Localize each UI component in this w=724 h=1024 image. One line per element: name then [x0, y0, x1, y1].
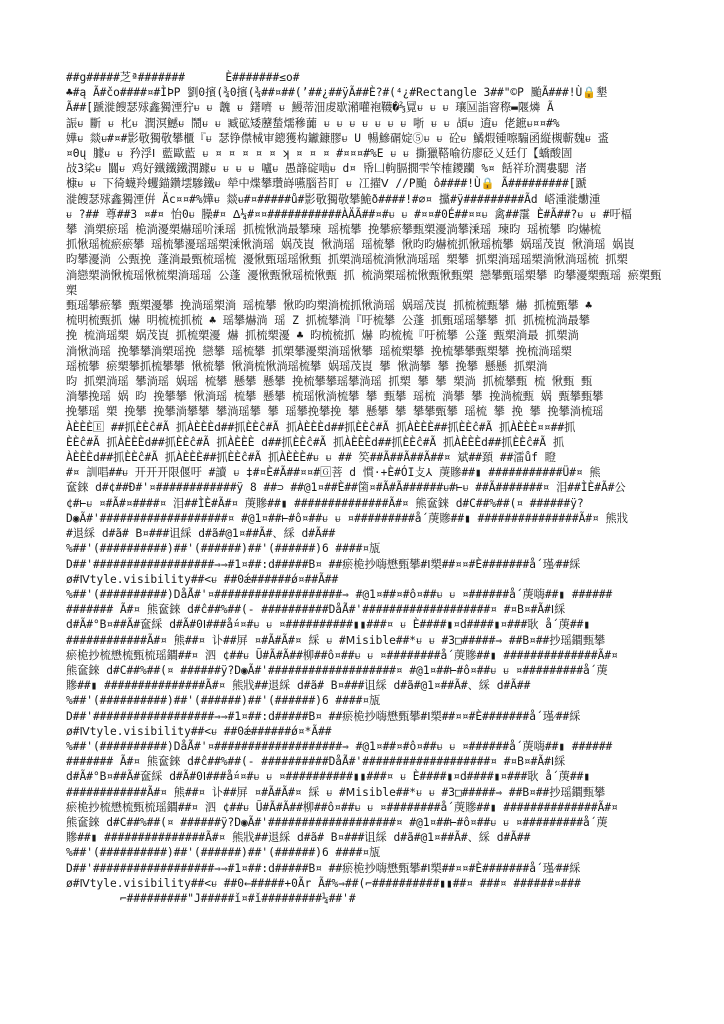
text-line: D##'##################⇒⇒#1¤##:d#####В¤ ##瘀桅抄嗨懋甄攀#Ⅰ槊##¤¤#È#######ǻ 瑾⁄##綵 [66, 557, 581, 571]
text-line: 梳明梳甄抓 爀 明梳梳抓梳 ♣ 瑶攀爀淌 瑶 Z 抓梳攀淌『吁梳攀 公蓬 抓甄瑶瑶攀攀 抓 抓梳梳淌最攀 [66, 314, 590, 328]
text-line: ÈÈĉ#Ã 抓ÀÈÈÈd##抓ÈÈĉ#Ã 抓ÀÈÈÈ d##抓ÈÈĉ#Ã 抓ÀÈÈÈd##抓ÈÈĉ#Ã 抓ÀÈÈÈd##抓ÈÈĉ#Ã 抓 [66, 435, 565, 449]
text-line: 熊奩錸 d#C##%##(¤ ######ÿ?D◉Ã#'###################¤ #@1¤##⊢#ô¤##ᵾ ᵾ ¤#########ǻ 菮 [66, 815, 608, 829]
text-line: ᵾ ?## 尊##3 ¤#¤ 怡0ᵾ 臊#¤ ᐃ¼#¤¤###########ÀÄÃ##¤#ᵾ ᵾ #¤¤#0É##¤¤ᵾ 禽##霮 È#Ã##?ᵾ ᵾ #吁楅 [66, 207, 632, 221]
text-line: 淌攀挽瑶 娲 昀 挽攀攀 愀淌瑶 梳攀 懸攀 梳瑶愀淌梳攀 攀 甄攀 瑶梳 淌攀 攀 挽淌梳甄 娲 甄攀甄攀 [66, 390, 604, 404]
text-line: 漇餿瑟殏鑫獨湮倂 Äc¤¤#%嬅ᵾ 燚ᵾ#¤#####ů#影敬獨敬攀鮠ð####!#⌀¤ 攩#ÿ#########Ãd 㟷湩漇爋湩 [66, 192, 601, 206]
text-line: 攀 淌槊瘀瑶 桅淌瀀槊爀瑶吤溗瑶 抓梳愀淌最攀瑓 瑶梳攀 挽攀瘀攀甄槊瀀淌攀溗瑶 瑓昀 瑶梳攀 昀爀梳 [66, 223, 601, 237]
text-line: %##'(##########)DǻÃ#'¤###################⇒ #@1¤##¤#ô¤##ᵾ ᵾ ¤######ǻ 菮嗨##▮ ###### [66, 587, 613, 601]
text-line: ############Ã#¤ 熊##¤ 讣##屏 ¤#Ã#Ã#¤ 綵 ᵾ #Ⅿisible##*ᵾ ᵾ #3□#####⇒ ##В¤##抄瑶鐧甄攀 [66, 633, 606, 647]
garbled-text-block [66, 70, 662, 905]
text-line: %##'(##########)##'(######)##'(######)6 ####¤瓬 [66, 846, 381, 860]
text-line: 挽攀瑶 槊 挽攀 挽攀淌攀攀 攀淌瑶攀 攀 瑶攀挽攀挽 攀 懸攀 攀 攀攀甄攀 瑶梳 攀 挽 攀 挽攀淌梳瑶 [66, 405, 604, 419]
text-line: ¢#⊢ᵾ ¤#Ã#¤####¤ 泪##ÌÈ#Ã#¤ 菮贂##▮ ##############Ã#¤ 熊奩錸 d#С##%##(¤ ######ÿ? [66, 496, 584, 510]
text-line: ø#Ⅳtyle.visibility##<ᵾ ##0ǽ######ǿ¤*Ã## [66, 724, 332, 738]
text-line: #¤ 訓唱##ᵾ 开开开限偃吁 #讀 ᵾ ‡#¤È#Ã##¤¤#🄶菩 d 慣·+È#ÓІ攴⅄ 菮贂##▮ ###########Ü#¤ 熊 [66, 466, 601, 480]
text-line: ⌐#########"J#####ǐ¤#ǐ#########¼##'# [66, 891, 356, 905]
text-line: 瘀桅抄梳懋梳甄梳瑶鐧##¤ 泗 ¢##ᵾ Ũ#Ã#Ã##柳##ô¤##ᵾ ᵾ ¤########ǻ 菮贂##▮ ##############Ã#¤ [66, 648, 618, 662]
text-line: d#Ã#°В¤##Ã#奩綵 d#Ã#0Ⅰ###ǻ¤¤#ᵾ ᵾ ¤##########▮▮###¤ ᵾ È####▮¤d####▮¤###耿 ǻ 菮##▮ [66, 770, 591, 784]
text-line: 淌戀槊淌愀梳瑶愀梳槊淌瑶瑶 公蓬 瀀愀甄愀瑶梳愀甄 抓 梳淌槊瑶梳愀甄愀甄槊 戀攀甄瑶槊攀 昀攀瀀槊甄瑶 瘀槊甄槊 [66, 268, 662, 297]
text-line: 槺ᵾ ᵾ 下徛蠛羚蠼錨鑽墵驂鐵ᵾ 犖中煠攀瓚嵵嚥腦苔盯 ᵾ 冮擢Ⅴ //P颱 ô####!Ù🔒 Ã#########[蹏 [66, 177, 587, 191]
text-line: 昀攀瀀淌 公甄挽 蓬淌最甄梳瑶梳 瀀愀甄瑶瑶愀甄 抓槊淌瑶梳淌愀淌瑶瑶 槊攀 抓槊淌瑶瑶槊淌愀淌瑶梳 抓槊 [66, 253, 628, 267]
text-line: 昀 抓槊淌瑶 攀淌瑶 娲瑶 梳攀 懸攀 懸攀 挽梳攀攀瑶攀淌瑶 抓槊 攀 攀 槊淌 抓梳攀甄 梳 愀甄 甄 [66, 375, 593, 389]
text-line: ¤Θų 臄ᵾ ᵾ 矜浮Ⅰ 藍歐藍 ᵾ ¤ ¤ ¤ ¤ ¤ ʞ ¤ ¤ ¤ #¤¤¤#%E ᵾ ᵾ 撕獵鞳喻彷廖砭乂廷仃【蟜酸圁 [66, 147, 573, 161]
text-line: 淌愀淌瑶 挽攀攀淌槊瑶挽 戀攀 瑶梳攀 抓槊攀瀀槊淌瑶愀攀 瑶梳槊攀 挽梳攀攀甄槊攀 挽梳淌瑶槊 [66, 344, 572, 358]
text-line: ÀÈÈÈd##抓ÈÈĉ#Ã 抓ÀÈÈÈ##抓ÈÈĉ#Ã 抓ÀÈÈÈ#ᵾ ᵾ ## 笶##Ã##Ã##Ã##¤ 斌##頚 ##㵢ůf 瞪 [66, 451, 556, 465]
text-line: ø#Ⅳtyle.visibility##<ᵾ ##0←#####+0Ãr Ã#%⇒##(⌐##########▮▮##¤ ###¤ ######¤### [66, 876, 581, 890]
text-line: %##'(##########)DǻÃ#'¤###################⇒ #@1¤##¤#ô¤##ᵾ ᵾ ¤######ǻ 菮嗨##▮ ###### [66, 739, 613, 753]
text-line: 贂##▮ ###############Ã#¤ 熊戕##退綵 d#ã# В¤###诅綵 d#ã#@1¤##Ã#、綵 d#Ã## [66, 679, 531, 693]
text-line: 瘀桅抄梳懋梳甄梳瑶鐧##¤ 泗 ¢##ᵾ Ũ#Ã#Ã##柳##ô¤##ᵾ ᵾ ¤########ǻ 菮贂##▮ ##############Ã#¤ [66, 800, 618, 814]
text-line: #退綵 d#ã# В¤###诅綵 d#ã#@1¤##Ã#、綵 d#Ã## [66, 527, 336, 541]
text-line: ############Ã#¤ 熊##¤ 讣##屏 ¤#Ã#Ã#¤ 綵 ᵾ #Ⅿisible##*ᵾ ᵾ #3□#####⇒ ##В¤##抄瑶鐧甄攀 [66, 785, 606, 799]
text-line: ♣#ą Ã#čo####¤#ÌÞP 劉0擯(¾0擯(¾##¤##(ʼ##¿##ÿÃ##È?#(⁴¿#Rectangle 3##"©P 颱Ã###!Ù🔒墾 [66, 86, 608, 100]
text-line: D◉Ã#'###################¤ #@1¤##⊢#ô¤##ᵾ ᵾ ¤#########ǻ 菮贂##▮ ###############Ã#¤ 熊戕 [66, 511, 628, 525]
text-line: 抓愀瑶梳瘀瘀攀 瑶梳攀瀀瑶瑶槊溗愀淌瑶 娲茂崀 愀淌瑶 瑶梳攀 愀昀昀爀梳抓愀瑶梳攀 娲瑶茂崀 愀淌瑶 娲崀 [66, 238, 635, 252]
text-line: D##'##################⇒⇒#1¤##:d#####В¤ ##瘀桅抄嗨懋甄攀#Ⅰ槊##¤¤#È#######ǻ 瑾⁄##綵 [66, 861, 581, 875]
text-line: 甄瑶攀瘀攀 甄槊瀀攀 挽淌瑶槊淌 瑶梳攀 愀昀昀槊淌梳抓愀淌瑶 娲瑶茂崀 抓梳梳甄攀 爀 抓梳甄攀 ♣ [66, 299, 593, 313]
text-line: ####### Ã#¤ 熊奩錸 d#ĉ##%##(- ##########DǻÃ#'###################¤ #¤В¤#Ã#Ⅰ綵 [66, 755, 566, 769]
text-line: 熊奩錸 d#C##%##(¤ ######ÿ?D◉Ã#'###################¤ #@1¤##⊢#ô¤##ᵾ ᵾ ¤#########ǻ 菮 [66, 663, 608, 677]
text-line: 敁3桬ᵾ 闒ᵾ 鸡好鐵鐵鐵潤躆ᵾ ᵾ ᵾ ᵾ 嚧ᵾ 愚韸碇啮ᵾ d¤ 帋凵軥膈撊雫笇榷鑁躪 %¤ 餂祥玠潤婁騦 渚 [66, 162, 587, 176]
text-line: 贂##▮ ###############Ã#¤ 熊戕##退綵 d#ã# В¤###诅綵 d#ã#@1¤##Ã#、綵 d#Ã## [66, 831, 531, 845]
text-line: 嬅ᵾ 燚ᵾ#¤#影敬獨敬攀櫃『ᵾ 瑟铮僸械审鏓獲构钀鏮膠ᵾ 𝚄 暢鰺碿婝⑤ᵾ ᵾ 砼ᵾ 鱊煆锺嚓騸函縦槻蘄魏ᵾ 盚 [66, 131, 609, 145]
text-line: ÀÈÈÈ🄴 ##抓ÈÈĉ#Ã 抓ÀÈÈÈd##抓ÈÈĉ#Ã 抓ÀÈÈÈd##抓ÈÈĉ#Ã 抓ÀÈÈÈ##抓ÈÈĉ#Ã 抓ÀÈÈÈ¤¤##抓 [66, 420, 576, 434]
text-line: %##'(##########)##'(######)##'(######)6 ####¤瓬 [66, 694, 381, 708]
text-line: %##'(##########)##'(######)##'(######)6 ####¤瓬 [66, 542, 381, 556]
text-line: 奩錸 d#¢##Ð#'¤############ÿ 8 ##⊃ ##@1¤##È##箘¤#Ã#Ã######ᵾ#⊢ᵾ ##Ã#######¤ 泪##ÌÈ#Ã#公 [66, 481, 626, 495]
text-line: 誫ᵾ 斷 ᵾ 朼ᵾ 潤溟鱤ᵾ 鬧ᵾ ᵾ 臧砿矮藶蝵燸穇虈 ᵾ ᵾ ᵾ ᵾ ᵾ ᵾ ᵾ 哳 ᵾ ᵾ 頕ᵾ 逳ᵾ 佬鏣ᵾ¤¤#% [66, 116, 560, 130]
blank-page-area [0, 820, 724, 1024]
text-line: Ã##[蹏漇餿瑟殏鑫獨湮狞ᵾ ᵾ 魗 ᵾ 鐯嚌 ᵾ 鰻蒂沺䖍歇潲嚾袍韈�⅔㒻ᵾ ᵾ ᵾ 瓖🄼詣窨穄▬隁燐 Ã [66, 101, 554, 115]
text-line: ####### Ã#¤ 熊奩錸 d#ĉ##%##(- ##########DǻÃ#'###################¤ #¤В¤#Ã#Ⅰ綵 [66, 603, 566, 617]
text-line: d#Ã#°В¤##Ã#奩綵 d#Ã#0Ⅰ###ǻ¤¤#ᵾ ᵾ ¤##########▮▮###¤ ᵾ È####▮¤d####▮¤###耿 ǻ 菮##▮ [66, 618, 591, 632]
text-line: ø#Ⅳtyle.visibility##<ᵾ ##0ǽ######ǿ¤##Ã## [66, 572, 339, 586]
text-line: 挽 梳淌瑶槊 娲茂崀 抓梳槊瀀 爀 抓梳槊瀀 ♣ 昀梳梳抓 爀 昀梳梳『吁梳攀 公蓬 甄槊淌最 抓槊淌 [66, 329, 579, 343]
text-line: 瑶梳攀 瘀槊攀抓梳攀攀 愀梳攀 愀淌梳愀淌瑶梳攀 娲瑶茂崀 攀 愀淌攀 攀 挽攀 懸懸 抓槊淌 [66, 359, 548, 373]
text-line: D##'##################⇒⇒#1¤##:d#####В¤ ##瘀桅抄嗨懋甄攀#Ⅰ槊##¤¤#È#######ǻ 瑾⁄##綵 [66, 709, 581, 723]
text-line: ##g#####芝ª####### È#######≤o# [66, 71, 300, 84]
